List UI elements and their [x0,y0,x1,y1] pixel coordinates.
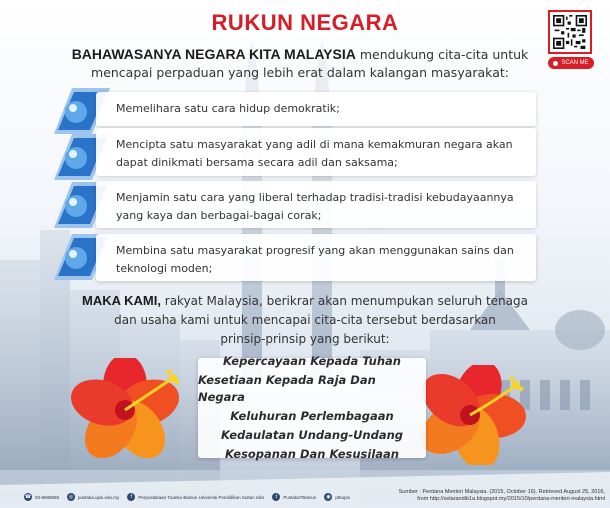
aspiration-text: Membina satu masyarakat progresif yang akan menggunakan sains dan [116,244,514,257]
closing-line3: prinsip-prinsip yang berikut: [220,332,390,346]
principle-item: Keluhuran Perlembagaan [230,409,394,423]
principle-item: Kepercayaan Kepada Tuhan [223,354,401,368]
aspiration-text: Menjamin satu cara yang liberal terhadap tradisi-tradisi kebudayaannya [116,191,514,204]
intro-paragraph [20,45,580,82]
page-title: RUKUN NEGARA [211,10,399,35]
footer-website-text: pustaka.upsi.edu.my [78,494,120,500]
aspiration-text: Mencipta satu masyarakat yang adil di mana kemakmuran negara akan [116,138,513,151]
aspiration-item [96,181,536,228]
facebook-icon: f [127,493,135,501]
source-line1: Sumber : Perdana Menteri Malaysia. (2015, October 16). Retrieved August 25, 2016, [398,489,605,495]
intro-line1-rest: mendukung cita-cita untuk [355,47,529,62]
closing-lead: MAKA KAMI, [82,293,161,308]
intro-line2: mencapai perpaduan yang lebih erat dalam kalangan masyarakat: [91,65,509,80]
instagram-icon: ◉ [326,494,331,500]
footer-facebook-text: Perpustakaan Tuanku Bainun Universiti Pendidikan Sultan Idris [138,494,265,500]
source-line2[interactable]: from http://selarandib1a.blogspot.my/2015/10/perdana-menteri-malaysia.html [417,496,605,502]
aspiration-text: Memelihara satu cara hidup demokratik; [116,102,340,115]
scan-me-label: SCAN ME [561,60,589,66]
principle-item: Kedaulatan Undang-Undang [220,428,404,442]
hibiscus-flower-icon [70,358,190,458]
globe-icon: ◎ [68,494,74,500]
footer-phone-text: 03-8888888 [35,494,60,500]
closing-line1-rest: rakyat Malaysia, berikrar akan menumpukan seluruh tenaga [160,294,528,308]
hibiscus-flower-icon [420,365,540,465]
principles-box [198,354,426,461]
intro-lead: BAHAWASANYA NEGARA KITA MALAYSIA [71,46,356,62]
twitter-icon: t [272,493,280,501]
footer-instagram-text: ptbupsi [335,494,350,500]
closing-paragraph [60,291,550,349]
aspiration-item [96,234,536,281]
aspiration-text: yang kaya dan berbagai-bagai corak; [116,209,322,222]
aspiration-item [96,128,536,176]
principle-item: Kesopanan Dan Kesusilaan [224,447,399,461]
aspiration-text: dapat dinikmati bersama secara adil dan saksama; [116,156,398,169]
footer-instagram[interactable] [324,493,350,501]
principle-item: Kesetiaan Kepada Raja Dan Negara [198,373,376,404]
footer-twitter-text: PustakaTBainun [283,494,317,500]
aspiration-item [96,92,536,126]
aspiration-text: teknologi moden; [116,262,213,275]
footer-twitter[interactable] [272,493,316,501]
source-citation [355,489,605,503]
phone-icon: ☎ [24,494,32,500]
closing-line2: dan usaha kami untuk mencapai cita-cita tersebut berdasarkan [114,313,496,327]
qr-code-icon [553,15,587,49]
footer-facebook[interactable] [127,493,264,501]
footer-website[interactable] [67,493,119,501]
footer-phone[interactable] [24,493,59,501]
